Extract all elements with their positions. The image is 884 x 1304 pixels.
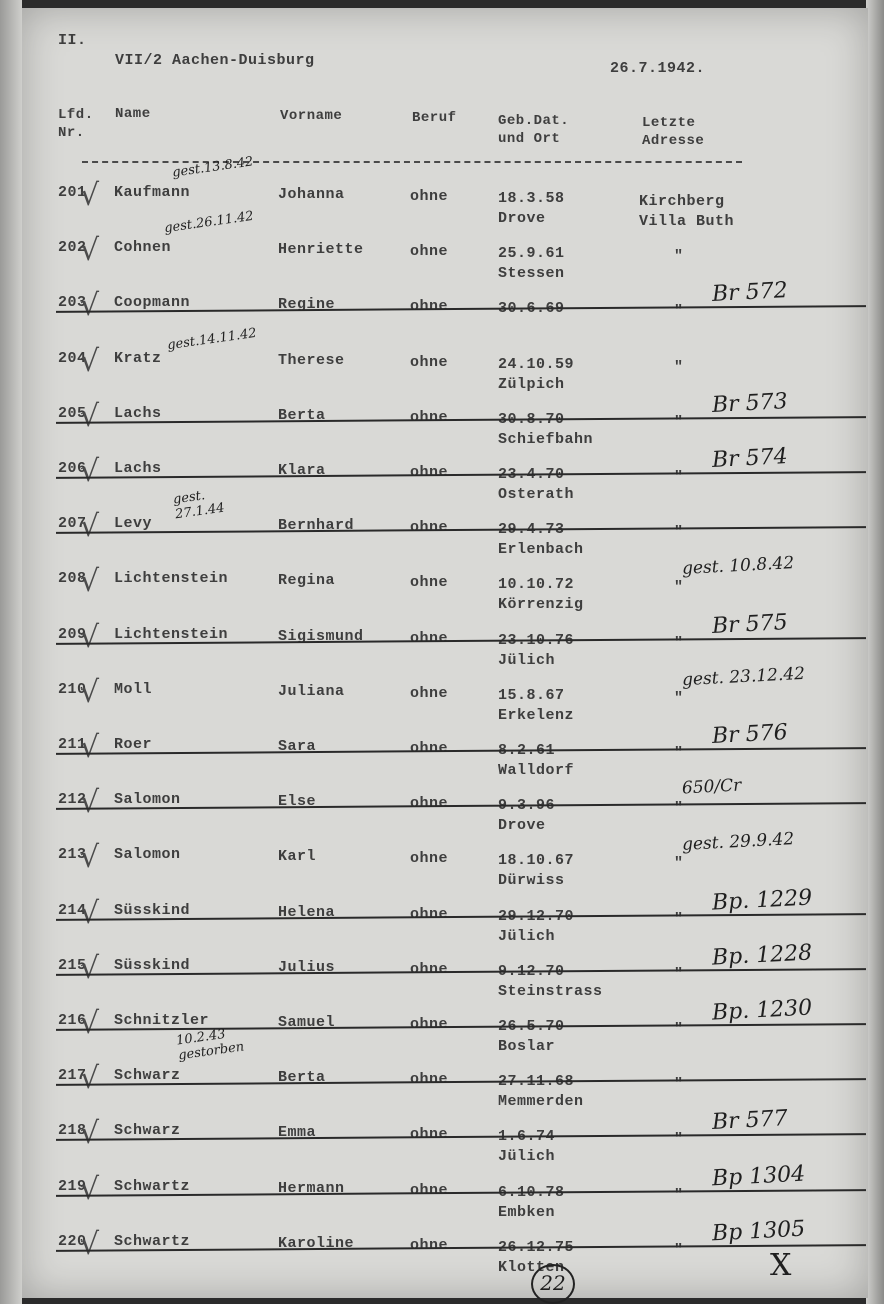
row-birth-date: 24.10.59 <box>498 355 575 373</box>
handwritten-remark: 650/Cr <box>681 775 742 799</box>
handwritten-remark: gest. 10.8.42 <box>681 553 795 580</box>
row-birth-place: Stessen <box>498 265 565 283</box>
row-vorname: Henriette <box>278 241 364 259</box>
row-vorname: Karoline <box>278 1234 355 1252</box>
row-number: 214 <box>58 901 87 919</box>
row-birth-place: Osterath <box>498 486 575 503</box>
x-mark: X <box>770 1248 792 1283</box>
row-beruf: ohne <box>410 188 449 205</box>
check-mark-icon: √ <box>80 454 100 489</box>
row-number: 220 <box>58 1232 87 1250</box>
strike-line <box>56 471 866 479</box>
row-birth-place: Jülich <box>498 651 556 669</box>
row-vorname: Juliana <box>278 682 345 700</box>
row-beruf: ohne <box>410 464 449 481</box>
row-birth-place: Körrenzig <box>498 596 584 614</box>
row-birth-date: 30.8.70 <box>498 410 565 428</box>
row-name: Kaufmann <box>114 184 191 201</box>
sheet-number: II. <box>58 32 87 49</box>
strike-line <box>56 526 866 534</box>
row-vorname: Bernhard <box>278 517 355 535</box>
row-number: 207 <box>58 515 87 533</box>
col-header-adresse: Letzte Adresse <box>642 115 705 149</box>
row-address: " <box>674 248 684 266</box>
check-mark-icon: √ <box>80 730 100 765</box>
row-birth-place: Zülpich <box>498 375 565 393</box>
check-mark-icon: √ <box>80 1226 100 1262</box>
row-birth-date: 6.10.78 <box>498 1183 565 1201</box>
row-birth-place: Erkelenz <box>498 706 575 724</box>
row-number: 210 <box>58 680 87 698</box>
row-birth-place: Schiefbahn <box>498 430 594 448</box>
row-beruf: ohne <box>410 960 449 978</box>
row-beruf: ohne <box>410 574 449 592</box>
row-birth-place: Dürwiss <box>498 872 565 890</box>
row-address: " <box>674 1186 684 1204</box>
row-beruf: ohne <box>410 1016 449 1033</box>
row-birth-place: Jülich <box>498 927 556 945</box>
row-name: Cohnen <box>114 239 172 257</box>
row-birth-date: 8.2.61 <box>498 742 556 759</box>
handwritten-remark: Br 572 <box>711 278 789 308</box>
row-number: 204 <box>58 349 87 367</box>
row-number: 205 <box>58 404 87 422</box>
row-birth-place: Steinstrass <box>498 982 603 1000</box>
row-vorname: Samuel <box>278 1014 336 1031</box>
row-birth-date: 9.12.70 <box>498 962 565 980</box>
col-header-beruf: Beruf <box>412 110 457 126</box>
row-vorname: Regina <box>278 572 336 590</box>
row-birth-place: Memmerden <box>498 1093 584 1111</box>
row-name: Schnitzler <box>114 1012 210 1029</box>
row-number: 203 <box>58 294 87 312</box>
row-address: " <box>674 745 684 762</box>
row-name: Levy <box>114 515 153 533</box>
row-birth-date: 9.3.96 <box>498 797 556 815</box>
document-page <box>22 8 868 1298</box>
row-number: 202 <box>58 239 87 257</box>
row-vorname: Sigismund <box>278 627 364 645</box>
row-address: " <box>674 1021 684 1038</box>
row-birth-date: 25.9.61 <box>498 245 565 263</box>
row-vorname: Johanna <box>278 186 345 203</box>
row-birth-date: 23.10.76 <box>498 631 575 649</box>
row-number: 213 <box>58 846 87 864</box>
handwritten-note: gest.14.11.42 <box>166 325 258 353</box>
row-address: " <box>674 800 684 818</box>
handwritten-remark: Br 574 <box>711 444 789 473</box>
row-number: 212 <box>58 791 87 809</box>
row-address: " <box>674 358 684 376</box>
row-vorname: Therese <box>278 351 345 369</box>
check-mark-icon: √ <box>80 840 100 876</box>
check-mark-icon: √ <box>80 343 100 379</box>
row-name: Kratz <box>114 349 162 367</box>
handwritten-remark: Bp 1304 <box>711 1161 806 1192</box>
paper-left-edge <box>0 0 22 1304</box>
row-birth-place: Embken <box>498 1203 556 1221</box>
row-birth-place: Walldorf <box>498 762 575 779</box>
paper-right-edge <box>866 0 884 1304</box>
handwritten-note: gest.13.8.42 <box>171 154 255 181</box>
row-number: 216 <box>58 1012 87 1029</box>
row-number: 218 <box>58 1122 87 1140</box>
row-birth-date: 15.8.67 <box>498 686 565 704</box>
row-birth-date: 30.6.69 <box>498 300 565 318</box>
check-mark-icon: √ <box>80 1171 100 1207</box>
row-number: 215 <box>58 956 87 974</box>
row-birth-place: Klotten <box>498 1258 565 1276</box>
row-address: " <box>674 303 684 321</box>
handwritten-remark: Br 576 <box>711 720 789 749</box>
col-header-vorname: Vorname <box>280 108 343 124</box>
check-mark-icon: √ <box>80 509 100 545</box>
row-vorname: Regine <box>278 296 336 314</box>
check-mark-icon: √ <box>80 398 100 434</box>
check-mark-icon: √ <box>80 619 100 655</box>
row-name: Lachs <box>114 460 162 477</box>
row-birth-date: 18.3.58 <box>498 190 565 207</box>
row-number: 206 <box>58 460 87 477</box>
handwritten-remark: gest. 29.9.42 <box>681 829 795 856</box>
row-name: Salomon <box>114 846 181 864</box>
row-birth-place: Drove <box>498 210 546 227</box>
row-birth-date: 18.10.67 <box>498 852 575 870</box>
row-address: " <box>674 855 684 873</box>
row-address: " <box>674 1241 684 1259</box>
row-birth-date: 23.4.70 <box>498 466 565 483</box>
handwritten-remark: gest. 23.12.42 <box>681 663 806 691</box>
row-vorname: Karl <box>278 848 317 866</box>
row-name: Moll <box>114 680 153 698</box>
row-address: " <box>674 689 684 707</box>
check-mark-icon: √ <box>80 178 100 213</box>
check-mark-icon: √ <box>80 1116 100 1152</box>
row-beruf: ohne <box>410 408 449 426</box>
row-name: Salomon <box>114 791 181 809</box>
row-vorname: Berta <box>278 1069 326 1087</box>
row-birth-date: 26.5.70 <box>498 1018 565 1035</box>
row-name: Schwartz <box>114 1177 191 1195</box>
check-mark-icon: √ <box>80 785 100 821</box>
list-date: 26.7.1942. <box>610 60 706 77</box>
row-beruf: ohne <box>410 353 449 371</box>
row-name: Lichtenstein <box>114 570 229 588</box>
row-vorname: Helena <box>278 903 336 921</box>
row-beruf: ohne <box>410 1181 449 1199</box>
row-address: " <box>674 965 684 983</box>
row-birth-date: 26.12.75 <box>498 1238 575 1256</box>
row-birth-date: 10.10.72 <box>498 576 575 594</box>
row-address: " <box>674 634 684 652</box>
handwritten-remark: Br 575 <box>711 609 789 639</box>
row-number: 211 <box>58 736 87 753</box>
row-number: 217 <box>58 1067 87 1085</box>
check-mark-icon: √ <box>80 1006 100 1041</box>
row-vorname: Julius <box>278 958 336 976</box>
row-number: 208 <box>58 570 87 588</box>
row-birth-place: Erlenbach <box>498 541 584 559</box>
row-name: Süsskind <box>114 956 191 974</box>
row-address: " <box>674 1076 684 1094</box>
row-birth-place: Jülich <box>498 1148 556 1166</box>
row-address: Kirchberg Villa Buth <box>639 193 735 230</box>
row-address: " <box>674 469 684 486</box>
handwritten-remark: Br 577 <box>711 1106 789 1136</box>
row-beruf: ohne <box>410 519 449 537</box>
header-divider <box>82 161 742 163</box>
page-number: 22 <box>531 1264 575 1304</box>
row-beruf: ohne <box>410 740 449 757</box>
handwritten-remark: Br 573 <box>711 388 789 418</box>
row-number: 201 <box>58 184 87 201</box>
row-beruf: ohne <box>410 1071 449 1089</box>
row-name: Lichtenstein <box>114 625 229 643</box>
row-beruf: ohne <box>410 1236 449 1254</box>
handwritten-note: gest.26.11.42 <box>163 209 255 237</box>
row-beruf: ohne <box>410 684 449 702</box>
row-beruf: ohne <box>410 1126 449 1144</box>
row-vorname: Berta <box>278 406 326 424</box>
handwritten-remark: Bp. 1228 <box>711 940 813 971</box>
strike-line <box>56 747 866 755</box>
row-address: " <box>674 524 684 542</box>
row-name: Lachs <box>114 404 162 422</box>
row-birth-place: Boslar <box>498 1038 556 1055</box>
row-name: Schwartz <box>114 1232 191 1250</box>
transport-title: VII/2 Aachen-Duisburg <box>115 52 315 69</box>
row-address: " <box>674 413 684 431</box>
row-birth-place: Drove <box>498 817 546 835</box>
check-mark-icon: √ <box>80 1061 100 1097</box>
row-name: Coopmann <box>114 294 191 312</box>
row-vorname: Else <box>278 793 317 811</box>
col-header-nr: Lfd. Nr. <box>58 107 94 141</box>
row-name: Schwarz <box>114 1067 181 1085</box>
strike-line <box>56 416 866 424</box>
row-beruf: ohne <box>410 298 449 316</box>
row-beruf: ohne <box>410 850 449 868</box>
handwritten-note: 10.2.43 gestorben <box>175 1027 246 1064</box>
handwritten-remark: Bp. 1229 <box>711 884 813 916</box>
row-name: Roer <box>114 736 153 753</box>
row-beruf: ohne <box>410 905 449 923</box>
row-beruf: ohne <box>410 795 449 813</box>
row-number: 219 <box>58 1177 87 1195</box>
row-address: " <box>674 910 684 928</box>
handwritten-remark: Bp 1305 <box>711 1216 806 1247</box>
row-vorname: Sara <box>278 738 317 755</box>
col-header-name: Name <box>115 106 151 122</box>
row-number: 209 <box>58 625 87 643</box>
row-name: Süsskind <box>114 901 191 919</box>
check-mark-icon: √ <box>80 288 100 324</box>
row-birth-date: 29.4.73 <box>498 521 565 539</box>
row-birth-date: 1.6.74 <box>498 1128 556 1146</box>
check-mark-icon: √ <box>80 233 100 269</box>
row-beruf: ohne <box>410 243 449 261</box>
row-name: Schwarz <box>114 1122 181 1140</box>
row-vorname: Klara <box>278 462 326 479</box>
row-address: " <box>674 579 684 597</box>
handwritten-note: gest. 27.1.44 <box>172 488 226 523</box>
check-mark-icon: √ <box>80 895 100 931</box>
handwritten-remark: Bp. 1230 <box>711 995 813 1026</box>
col-header-geb: Geb.Dat. und Ort <box>498 113 570 147</box>
check-mark-icon: √ <box>80 674 100 710</box>
row-vorname: Emma <box>278 1124 317 1142</box>
row-address: " <box>674 1131 684 1149</box>
row-vorname: Hermann <box>278 1179 345 1197</box>
check-mark-icon: √ <box>80 950 100 986</box>
check-mark-icon: √ <box>80 564 100 600</box>
row-birth-date: 27.11.68 <box>498 1073 575 1091</box>
row-birth-date: 29.12.70 <box>498 907 575 925</box>
row-beruf: ohne <box>410 629 449 647</box>
